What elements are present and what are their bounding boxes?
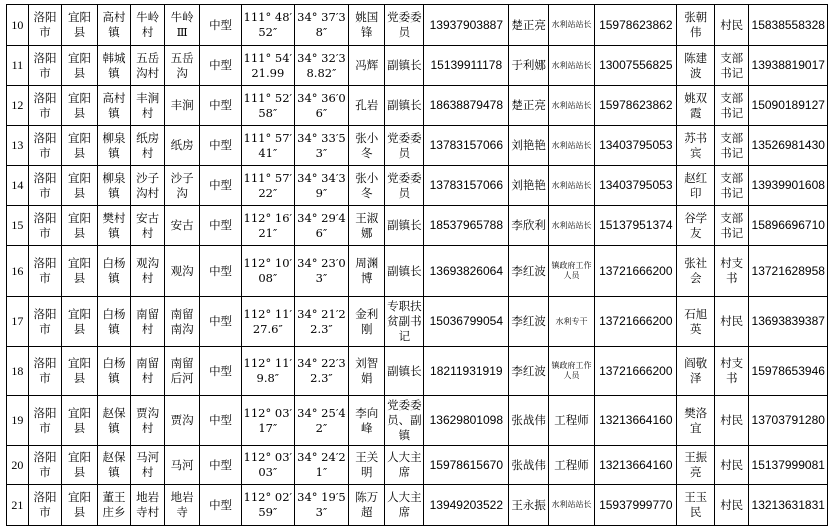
cell-t3: 15137999081: [749, 446, 828, 485]
cell-name: 丰涧: [164, 86, 200, 126]
cell-t2: 13007556825: [595, 46, 677, 86]
cell-type: 中型: [200, 297, 241, 347]
cell-city: 洛阳市: [28, 396, 62, 446]
cell-village: 纸房村: [131, 126, 165, 166]
cell-t2: 13403795053: [595, 166, 677, 206]
cell-t1: 18638879478: [424, 86, 509, 126]
cell-n: 16: [7, 246, 29, 297]
cell-village: 马河村: [131, 446, 165, 485]
cell-p1: 李向峰: [349, 396, 385, 446]
cell-name: 马河: [164, 446, 200, 485]
cell-city: 洛阳市: [28, 206, 62, 246]
cell-n: 13: [7, 126, 29, 166]
cell-t3: 15896696710: [749, 206, 828, 246]
cell-lon: 112° 03′03″: [241, 446, 294, 485]
cell-county: 宜阳县: [62, 396, 98, 446]
cell-r1: 党委委员: [385, 5, 424, 46]
table-row: [7, 5, 828, 46]
cell-town: 柳泉镇: [97, 126, 131, 166]
cell-r2: 水利站站长: [548, 46, 594, 86]
cell-county: 宜阳县: [62, 5, 98, 46]
cell-p1: 王关明: [349, 446, 385, 485]
cell-n: 15: [7, 206, 29, 246]
cell-r3: 支部书记: [714, 46, 749, 86]
cell-town: 樊村镇: [97, 206, 131, 246]
cell-village: 南留村: [131, 347, 165, 396]
cell-lat: 34° 33′53″: [294, 126, 348, 166]
cell-t2: 15137951374: [595, 206, 677, 246]
cell-p2: 楚正亮: [509, 86, 548, 126]
cell-r3: 村民: [714, 396, 749, 446]
cell-lon: 112° 16′21″: [241, 206, 294, 246]
cell-p1: 王淑娜: [349, 206, 385, 246]
cell-t2: 13721666200: [595, 297, 677, 347]
cell-r1: 副镇长: [385, 46, 424, 86]
cell-p1: 张小冬: [349, 126, 385, 166]
table-row: [7, 485, 828, 526]
cell-county: 宜阳县: [62, 297, 98, 347]
cell-lon: 111° 57′22″: [241, 166, 294, 206]
cell-r1: 副镇长: [385, 246, 424, 297]
cell-type: 中型: [200, 126, 241, 166]
cell-t3: 13703791280: [749, 396, 828, 446]
cell-p2: 李红波: [509, 347, 548, 396]
cell-village: 观沟村: [131, 246, 165, 297]
cell-p3: 陈建波: [677, 46, 714, 86]
cell-county: 宜阳县: [62, 86, 98, 126]
cell-n: 12: [7, 86, 29, 126]
cell-p2: 李欣利: [509, 206, 548, 246]
cell-type: 中型: [200, 5, 241, 46]
cell-name: 五岳沟: [164, 46, 200, 86]
cell-r3: 村民: [714, 5, 749, 46]
cell-r1: 党委委员、副镇: [385, 396, 424, 446]
cell-city: 洛阳市: [28, 126, 62, 166]
cell-p1: 孔岩: [349, 86, 385, 126]
table-row: [7, 126, 828, 166]
cell-r3: 支部书记: [714, 126, 749, 166]
cell-county: 宜阳县: [62, 126, 98, 166]
cell-lat: 34° 34′39″: [294, 166, 348, 206]
cell-lon: 111° 57′41″: [241, 126, 294, 166]
cell-type: 中型: [200, 446, 241, 485]
cell-village: 贾沟村: [131, 396, 165, 446]
cell-town: 董王庄乡: [97, 485, 131, 526]
cell-p1: 陈万超: [349, 485, 385, 526]
cell-name: 南留后河: [164, 347, 200, 396]
cell-t2: 13213664160: [595, 446, 677, 485]
cell-lat: 34° 22′32.3″: [294, 347, 348, 396]
cell-t3: 13213631831: [749, 485, 828, 526]
cell-n: 18: [7, 347, 29, 396]
cell-town: 赵保镇: [97, 446, 131, 485]
cell-p3: 张朝伟: [677, 5, 714, 46]
cell-city: 洛阳市: [28, 5, 62, 46]
cell-p1: 姚国锋: [349, 5, 385, 46]
cell-r1: 党委委员: [385, 126, 424, 166]
cell-town: 韩城镇: [97, 46, 131, 86]
cell-town: 白杨镇: [97, 297, 131, 347]
table-row: [7, 396, 828, 446]
cell-t2: 15978623862: [595, 86, 677, 126]
cell-name: 纸房: [164, 126, 200, 166]
cell-n: 11: [7, 46, 29, 86]
cell-r2: 镇政府工作人员: [548, 347, 594, 396]
cell-town: 白杨镇: [97, 347, 131, 396]
table-wrapper: [6, 4, 828, 526]
cell-r2: 水利站站长: [548, 126, 594, 166]
cell-name: 观沟: [164, 246, 200, 297]
cell-r2: 水利专干: [548, 297, 594, 347]
table-body: [7, 5, 828, 526]
cell-t1: 15139911178: [424, 46, 509, 86]
cell-t3: 15838558328: [749, 5, 828, 46]
cell-p2: 张战伟: [509, 396, 548, 446]
cell-r3: 村民: [714, 446, 749, 485]
cell-lat: 34° 32′38.82″: [294, 46, 348, 86]
cell-village: 安古村: [131, 206, 165, 246]
cell-city: 洛阳市: [28, 347, 62, 396]
cell-town: 柳泉镇: [97, 166, 131, 206]
cell-p3: 石旭英: [677, 297, 714, 347]
cell-p3: 谷学友: [677, 206, 714, 246]
cell-city: 洛阳市: [28, 246, 62, 297]
cell-town: 白杨镇: [97, 246, 131, 297]
cell-p2: 刘艳艳: [509, 166, 548, 206]
cell-lon: 112° 02′59″: [241, 485, 294, 526]
cell-t1: 13783157066: [424, 166, 509, 206]
table-row: [7, 446, 828, 485]
cell-t3: 13721628958: [749, 246, 828, 297]
cell-t1: 13693826064: [424, 246, 509, 297]
cell-t1: 18211931919: [424, 347, 509, 396]
cell-t1: 13783157066: [424, 126, 509, 166]
cell-lon: 112° 11′27.6″: [241, 297, 294, 347]
cell-t3: 15090189127: [749, 86, 828, 126]
cell-type: 中型: [200, 396, 241, 446]
cell-county: 宜阳县: [62, 166, 98, 206]
cell-village: 五岳沟村: [131, 46, 165, 86]
cell-n: 10: [7, 5, 29, 46]
cell-p3: 王振亮: [677, 446, 714, 485]
cell-city: 洛阳市: [28, 446, 62, 485]
cell-n: 14: [7, 166, 29, 206]
cell-name: 贾沟: [164, 396, 200, 446]
cell-t1: 15036799054: [424, 297, 509, 347]
cell-r3: 支部书记: [714, 206, 749, 246]
cell-city: 洛阳市: [28, 166, 62, 206]
cell-lon: 112° 03′17″: [241, 396, 294, 446]
cell-t2: 15937999770: [595, 485, 677, 526]
cell-r1: 专职扶贫副书记: [385, 297, 424, 347]
cell-r1: 副镇长: [385, 347, 424, 396]
cell-r2: 工程师: [548, 396, 594, 446]
cell-p1: 冯辉: [349, 46, 385, 86]
cell-type: 中型: [200, 347, 241, 396]
cell-p3: 苏书宾: [677, 126, 714, 166]
cell-t3: 13938819017: [749, 46, 828, 86]
cell-p1: 刘智娟: [349, 347, 385, 396]
cell-r3: 村民: [714, 297, 749, 347]
cell-r2: 水利站站长: [548, 5, 594, 46]
cell-lat: 34° 37′38″: [294, 5, 348, 46]
cell-lon: 111° 54′21.99: [241, 46, 294, 86]
cell-city: 洛阳市: [28, 297, 62, 347]
cell-county: 宜阳县: [62, 46, 98, 86]
cell-lat: 34° 23′03″: [294, 246, 348, 297]
cell-p3: 姚双霞: [677, 86, 714, 126]
cell-p1: 金利刚: [349, 297, 385, 347]
cell-t1: 15978615670: [424, 446, 509, 485]
cell-t3: 15978653946: [749, 347, 828, 396]
table-row: [7, 86, 828, 126]
cell-county: 宜阳县: [62, 347, 98, 396]
cell-p1: 张小冬: [349, 166, 385, 206]
table-row: [7, 46, 828, 86]
cell-lon: 111° 52′58″: [241, 86, 294, 126]
cell-n: 17: [7, 297, 29, 347]
cell-r1: 人大主席: [385, 485, 424, 526]
cell-village: 牛岭村: [131, 5, 165, 46]
cell-name: 南留南沟: [164, 297, 200, 347]
cell-lat: 34° 19′53″: [294, 485, 348, 526]
cell-county: 宜阳县: [62, 446, 98, 485]
cell-village: 地岩寺村: [131, 485, 165, 526]
cell-type: 中型: [200, 46, 241, 86]
cell-name: 沙子沟: [164, 166, 200, 206]
cell-county: 宜阳县: [62, 246, 98, 297]
reservoir-contact-table: [6, 4, 828, 526]
cell-county: 宜阳县: [62, 206, 98, 246]
cell-t1: 13937903887: [424, 5, 509, 46]
cell-r1: 党委委员: [385, 166, 424, 206]
cell-name: 安古: [164, 206, 200, 246]
cell-village: 丰涧村: [131, 86, 165, 126]
cell-county: 宜阳县: [62, 485, 98, 526]
cell-type: 中型: [200, 485, 241, 526]
table-row: [7, 166, 828, 206]
cell-t2: 13721666200: [595, 246, 677, 297]
cell-r2: 水利站站长: [548, 206, 594, 246]
cell-t2: 13213664160: [595, 396, 677, 446]
cell-p2: 楚正亮: [509, 5, 548, 46]
cell-p3: 王玉民: [677, 485, 714, 526]
cell-r2: 工程师: [548, 446, 594, 485]
cell-lon: 112° 10′08″: [241, 246, 294, 297]
cell-type: 中型: [200, 166, 241, 206]
cell-p3: 阎敬泽: [677, 347, 714, 396]
cell-town: 高村镇: [97, 86, 131, 126]
cell-lat: 34° 24′21″: [294, 446, 348, 485]
cell-village: 南留村: [131, 297, 165, 347]
cell-p2: 李红波: [509, 297, 548, 347]
cell-city: 洛阳市: [28, 46, 62, 86]
cell-t3: 13939901608: [749, 166, 828, 206]
cell-city: 洛阳市: [28, 86, 62, 126]
cell-t1: 13949203522: [424, 485, 509, 526]
table-row: [7, 206, 828, 246]
cell-r1: 副镇长: [385, 86, 424, 126]
cell-r3: 村民: [714, 485, 749, 526]
cell-village: 沙子沟村: [131, 166, 165, 206]
cell-name: 地岩寺: [164, 485, 200, 526]
cell-t3: 13693839387: [749, 297, 828, 347]
cell-r2: 水利站站长: [548, 485, 594, 526]
cell-name: 牛岭Ⅲ: [164, 5, 200, 46]
cell-lat: 34° 21′22.3″: [294, 297, 348, 347]
cell-t2: 15978623862: [595, 5, 677, 46]
cell-r1: 副镇长: [385, 206, 424, 246]
cell-lat: 34° 25′42″: [294, 396, 348, 446]
cell-r3: 村支书: [714, 246, 749, 297]
cell-type: 中型: [200, 246, 241, 297]
cell-r3: 支部书记: [714, 166, 749, 206]
cell-type: 中型: [200, 86, 241, 126]
cell-type: 中型: [200, 206, 241, 246]
cell-city: 洛阳市: [28, 485, 62, 526]
cell-p2: 王永振: [509, 485, 548, 526]
cell-town: 赵保镇: [97, 396, 131, 446]
cell-p3: 樊洛宜: [677, 396, 714, 446]
cell-t2: 13403795053: [595, 126, 677, 166]
cell-lon: 112° 11′9.8″: [241, 347, 294, 396]
table-row: [7, 297, 828, 347]
table-row: [7, 347, 828, 396]
cell-n: 19: [7, 396, 29, 446]
cell-t1: 18537965788: [424, 206, 509, 246]
cell-p3: 赵红印: [677, 166, 714, 206]
cell-t2: 13721666200: [595, 347, 677, 396]
cell-p2: 李红波: [509, 246, 548, 297]
cell-p3: 张社会: [677, 246, 714, 297]
cell-lon: 111° 48′52″: [241, 5, 294, 46]
cell-r3: 村支书: [714, 347, 749, 396]
cell-p1: 周渊博: [349, 246, 385, 297]
cell-t1: 13629801098: [424, 396, 509, 446]
cell-r2: 水利站站长: [548, 86, 594, 126]
cell-lat: 34° 29′46″: [294, 206, 348, 246]
cell-lat: 34° 36′06″: [294, 86, 348, 126]
cell-r1: 人大主席: [385, 446, 424, 485]
cell-r3: 支部书记: [714, 86, 749, 126]
cell-p2: 于利娜: [509, 46, 548, 86]
cell-r2: 镇政府工作人员: [548, 246, 594, 297]
cell-n: 21: [7, 485, 29, 526]
cell-town: 高村镇: [97, 5, 131, 46]
cell-n: 20: [7, 446, 29, 485]
table-row: [7, 246, 828, 297]
cell-p2: 张战伟: [509, 446, 548, 485]
cell-r2: 水利站站长: [548, 166, 594, 206]
cell-p2: 刘艳艳: [509, 126, 548, 166]
cell-t3: 13526981430: [749, 126, 828, 166]
